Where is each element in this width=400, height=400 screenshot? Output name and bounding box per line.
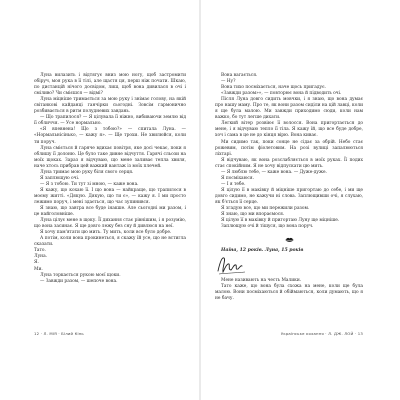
paragraph: Я відчуваю, як вона розслабляється в моїх руках. Її подих стає спокійним. Я не хочу відпускати цю мить.: [215, 157, 363, 169]
paragraph: Ми сидимо так, поки сонце не сідає за обрій. Небо стає рожевим, потім фіолетовим. На розі вулиці запалюються ліхтарі.: [215, 139, 363, 157]
lips-icon: [215, 236, 363, 243]
paragraph: Заплющую очі й тішуся, що вона поруч.: [221, 224, 314, 230]
paragraph: Вона тихо посміхається, наче щось пригадує.: [221, 85, 326, 91]
left-page-closing-lines: [34, 248, 186, 272]
paragraph: Ми.: [34, 266, 43, 272]
book-gutter: [199, 0, 201, 400]
paragraph: Я знаю, що ми впораємося.: [221, 212, 285, 218]
paragraph: Тато.: [34, 248, 46, 254]
paragraph: Я кажу, що кохаю її. І що вона — найкраще, що трапилося в моєму житті. «Дякую. Дякую, що ти є», — кажу я. І ми просто лежимо поруч, і мені здається, що час зупинився.: [34, 187, 186, 205]
paragraph: Я згадую все, що ми пережили разом.: [221, 206, 310, 212]
paragraph: — Я люблю тебе, — каже вона. — Дуже-дуже.: [221, 169, 327, 175]
paragraph: — Я з тобою. Ти тут зі мною, — каже вона.: [40, 181, 139, 187]
paragraph: Луна вилазить і відтягує вниз мою ногу, щоб застромити обіруч, моя рука в її тілі, але щастя ця, перш ніж почати. Шкаю, по дистанцій нічого досвідом, лиш, щоб вона дивилася в очі і сміливо? Чи смієшся — відмі?: [34, 73, 186, 97]
paragraph: Тато каже, що вона була схожа на мене, коли ще була малою. Вони посміхаються й обіймаються, коли думають, що я не бачу.: [215, 284, 363, 302]
paragraph: Луна.: [34, 254, 48, 260]
paragraph: «Завжди разом»», — повторює вона й підводить очі.: [221, 91, 342, 97]
paragraph: — Ну?: [221, 79, 236, 85]
paragraph: Луна міцніше тримається за мою руку і знімає голову, на якій світанкові кайданці ганчірки сьогодні. Зовсім гармонично розбивається в ритм полудневих завдань.: [34, 97, 186, 115]
right-page: [215, 73, 363, 302]
left-page-footer: 12 · Л. МІЯ · Білий Кінь: [34, 331, 84, 336]
paragraph: Після Луна довго сидить мовчки, і я знаю, що вона думає про нашу маму. Про те, як вони разом сиділи на цій лавці, коли я ще була малою. Ми завжди приходимо сюди, коли нам важко, бо тут легше дихати.: [215, 97, 363, 121]
paragraph: — Що трапилося? — Я цілувала її ніжно, вибиваючи землю від її обличчя. — Усе нормально.: [34, 115, 186, 127]
section-title: Наїна, 12 років. Луна, 15 років: [221, 248, 304, 254]
paragraph: Я заплющую очі.: [40, 175, 80, 181]
left-page-tail: [34, 273, 186, 285]
paragraph: Луна тримає мою руку біля свого серця.: [40, 169, 134, 175]
paragraph: Вона вагається.: [221, 73, 258, 78]
left-page-text: [34, 73, 186, 248]
paragraph: Легкий вітер розвіює її волосся. Вона пригортається до мене, і я відчуваю тепло її тіла. Я кажу їй, що все буде добре, хоч і сама в це не до кінця вірю. Вона киває.: [215, 121, 363, 139]
paragraph: Я посміхаюся.: [221, 175, 254, 181]
paragraph: Я цілую її в маківку й міцніше пригортаю до себе, і ми ще довго сидимо, не кажучи ні слова. Заплющивши очі, я слухаю, як б'ється її серце.: [215, 187, 363, 205]
paragraph: Луна торкається рукою моєї щоки.: [40, 272, 121, 278]
paragraph: «Я впевнена! Що з тобою?» — спитала Луна. — «Нормальнісінько, — кажу я». — Ще трохи. Не хвилюйся, коли ти поруч.: [34, 127, 186, 145]
paragraph: Я цілую її в маківку й пригортаю Луну ще міцніше.: [221, 218, 340, 224]
paragraph: А потім, коли вона прокинеться, я скажу їй усе, що не встигла сказати.: [34, 236, 186, 248]
handwritten-signature: [215, 254, 363, 276]
right-page-footer: Українське кохання · Л. ДЖ. ЛОЙ · 13: [280, 331, 363, 336]
right-page-section-text: [215, 278, 363, 302]
paragraph: Луна сміється й гаряче вдихає повітря, яке досі чекає, поки я облишу її долоню. Це було таке дивне відчуття. Гарячі сльози на моїх щоках. Зараз я відчуваю, що мене заливає тепла хвиля, наче хтось прибрав цей важкий вантаж із моїх плечей.: [34, 145, 186, 169]
right-page-text: [215, 73, 363, 230]
paragraph: — І я тебе.: [221, 181, 246, 187]
paragraph: Луна цілує мене в щоку. Її дихання стає рівнішим, і я розумію, що вона засинає. Я ще довго лежу без сну й дивлюся на неї.: [34, 218, 186, 230]
paragraph: — Завжди разом, — шепоче вона.: [40, 278, 118, 284]
paragraph: Я знаю, що завтра все буде інакше. Але сьогодні ми разом, і це найголовніше.: [34, 206, 186, 218]
paragraph: Я хочу пам'ятати цю мить. Ту мить, коли все було добре.: [40, 230, 172, 236]
paragraph: Я.: [34, 260, 39, 266]
paragraph: Мене називають на честь Малики.: [221, 278, 302, 284]
left-page: [34, 73, 186, 285]
